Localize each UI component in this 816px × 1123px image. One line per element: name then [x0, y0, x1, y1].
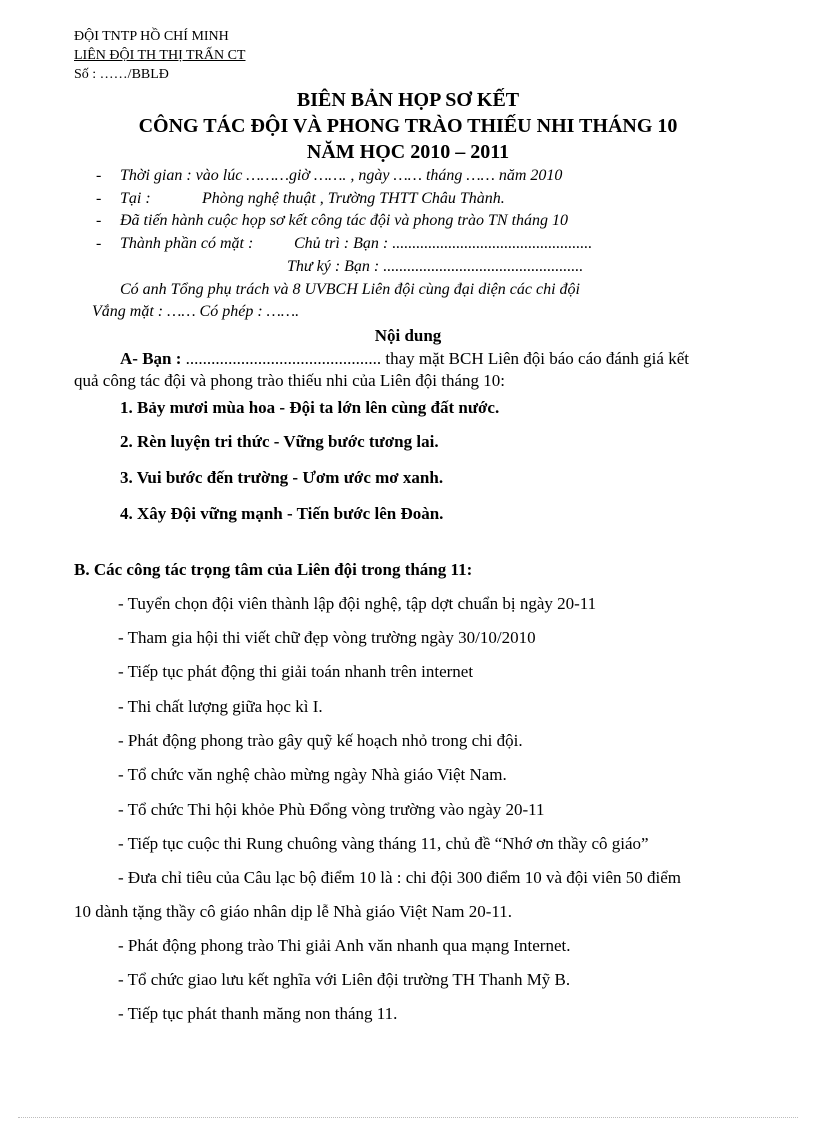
chair-line: Chủ trì : Bạn : ..................................................	[294, 235, 593, 252]
page-bottom-divider	[18, 1117, 798, 1118]
b-item: - Đưa chỉ tiêu của Câu lạc bộ điểm 10 là : chi đội 300 điểm 10 và đội viên 50 điểm	[118, 868, 681, 887]
title-line-1: BIÊN BẢN HỌP SƠ KẾT	[296, 89, 520, 111]
b-item: - Tuyển chọn đội viên thành lập đội nghệ, tập dợt chuẩn bị ngày 20-11	[118, 594, 597, 613]
b-item: - Tiếp tục cuộc thi Rung chuông vàng tháng 11, chủ đề “Nhớ ơn thầy cô giáo”	[118, 834, 649, 853]
info-bullet: -	[96, 167, 102, 184]
b-item: - Tiếp tục phát thanh măng non tháng 11.	[118, 1004, 398, 1023]
org-line: ĐỘI TNTP HỒ CHÍ MINH	[74, 29, 229, 44]
section-a-text: .............................................. thay mặt BCH Liên đội báo cáo đánh giá kết	[181, 349, 689, 368]
b-item: - Tổ chức văn nghệ chào mừng ngày Nhà giáo Việt Nam.	[118, 765, 507, 784]
attendees-line: Có anh Tổng phụ trách và 8 UVBCH Liên đội cùng đại diện các chi đội	[120, 281, 580, 298]
section-a-line-2: quả công tác đội và phong trào thiếu nhi của Liên đội tháng 10:	[74, 371, 506, 390]
title-line-2: CÔNG TÁC ĐỘI VÀ PHONG TRÀO THIẾU NHI THÁNG 10	[138, 115, 678, 137]
b-item: - Phát động phong trào Thi giải Anh văn nhanh qua mạng Internet.	[118, 936, 571, 955]
b-item: - Phát động phong trào gây quỹ kế hoạch nhỏ trong chi đội.	[118, 731, 523, 750]
document-number: Số : ……/BBLĐ	[74, 67, 169, 82]
b-item: - Tổ chức giao lưu kết nghĩa với Liên đội trường TH Thanh Mỹ B.	[118, 970, 571, 989]
b-item-continuation: 10 dành tặng thầy cô giáo nhân dịp lễ Nhà giáo Việt Nam 20-11.	[74, 902, 513, 921]
secretary-line: Thư ký : Bạn : ..................................................	[287, 258, 584, 275]
meeting-time: Thời gian : vào lúc ………giờ ……. , ngày …… tháng …… năm 2010	[120, 167, 563, 184]
content-heading: Nội dung	[374, 326, 442, 345]
a-item: 4. Xây Đội vững mạnh - Tiến bước lên Đoàn.	[120, 504, 444, 523]
b-item: - Tiếp tục phát động thi giải toán nhanh trên internet	[118, 662, 474, 681]
info-bullet: -	[96, 212, 102, 229]
meeting-place-value: Phòng nghệ thuật , Trường THTT Châu Thành.	[202, 190, 505, 207]
info-bullet: -	[96, 190, 102, 207]
section-a-line-1	[120, 349, 689, 369]
unit-line: LIÊN ĐỘI TH THỊ TRẤN CT	[74, 48, 246, 63]
absent-line: Vắng mặt : …… Có phép : …….	[92, 303, 300, 320]
participants-label: Thành phần có mặt :	[120, 235, 254, 252]
a-item: 1. Bảy mươi mùa hoa - Đội ta lớn lên cùng đất nước.	[120, 398, 500, 417]
section-b-heading: B. Các công tác trọng tâm của Liên đội trong tháng 11:	[74, 560, 473, 579]
section-a-label: A- Bạn :	[120, 349, 182, 368]
meeting-place-label: Tại :	[120, 190, 151, 207]
info-bullet: -	[96, 235, 102, 252]
b-item: - Tổ chức Thi hội khỏe Phù Đổng vòng trường vào ngày 20-11	[118, 800, 545, 819]
a-item: 2. Rèn luyện tri thức - Vững bước tương lai.	[120, 432, 439, 451]
a-item: 3. Vui bước đến trường - Ươm ước mơ xanh.	[120, 468, 444, 487]
b-item: - Tham gia hội thi viết chữ đẹp vòng trường ngày 30/10/2010	[118, 628, 536, 647]
meeting-conducted: Đã tiến hành cuộc họp sơ kết công tác đội và phong trào TN tháng 10	[120, 212, 569, 229]
b-item: - Thi chất lượng giữa học kì I.	[118, 697, 323, 716]
title-line-3: NĂM HỌC 2010 – 2011	[306, 141, 510, 163]
